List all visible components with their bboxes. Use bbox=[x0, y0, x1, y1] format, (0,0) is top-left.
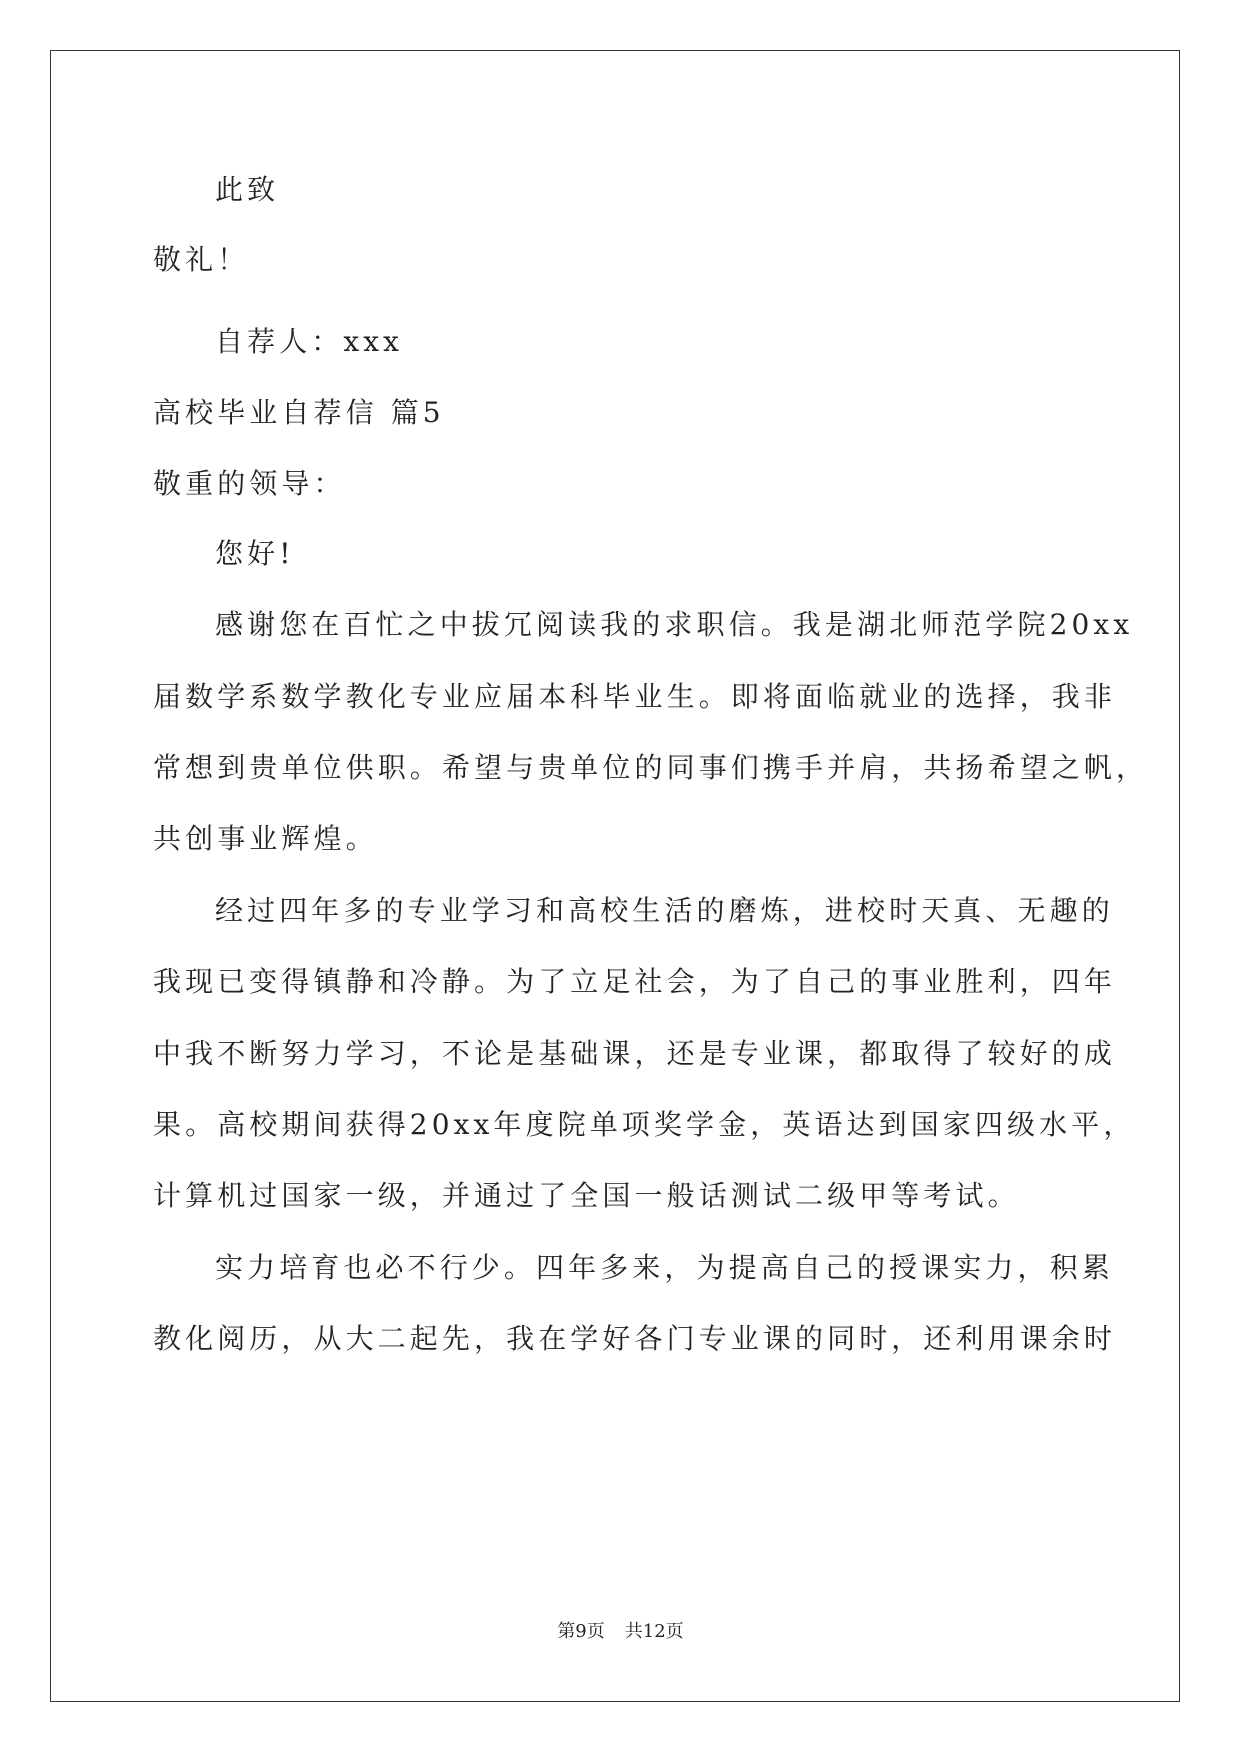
paragraph-2-line-2: 我现已变得镇静和冷静。为了立足社会，为了自己的事业胜利，四年 bbox=[153, 965, 1117, 998]
paragraph-1-line-3: 常想到贵单位供职。希望与贵单位的同事们携手并肩，共扬希望之帆， bbox=[153, 751, 1149, 784]
page-number-total: 共12页 bbox=[624, 1621, 684, 1642]
paragraph-2-line-3: 中我不断努力学习，不论是基础课，还是专业课，都取得了较好的成 bbox=[153, 1037, 1117, 1070]
salute-line: 敬礼！ bbox=[153, 243, 250, 276]
page-footer bbox=[0, 1620, 1241, 1644]
paragraph-2-line-1: 经过四年多的专业学习和高校生活的磨炼，进校时天真、无趣的 bbox=[215, 894, 1114, 927]
closing-line: 此致 bbox=[215, 173, 280, 206]
page-frame bbox=[50, 50, 1180, 1702]
salutation-line: 敬重的领导： bbox=[153, 467, 346, 500]
paragraph-1-line-4: 共创事业辉煌。 bbox=[153, 822, 378, 855]
paragraph-3-line-2: 教化阅历，从大二起先，我在学好各门专业课的同时，还利用课余时 bbox=[153, 1322, 1117, 1355]
paragraph-3-line-1: 实力培育也必不行少。四年多来，为提高自己的授课实力，积累 bbox=[215, 1251, 1114, 1284]
paragraph-2-line-4: 果。高校期间获得20xx年度院单项奖学金，英语达到国家四级水平， bbox=[153, 1108, 1136, 1141]
paragraph-1-line-2: 届数学系数学教化专业应届本科毕业生。即将面临就业的选择，我非 bbox=[153, 680, 1117, 713]
page-number-current: 第9页 bbox=[557, 1621, 605, 1642]
signature-line: 自荐人：xxx bbox=[215, 325, 404, 358]
greeting-line: 您好! bbox=[215, 537, 295, 570]
paragraph-1-line-1: 感谢您在百忙之中拔冗阅读我的求职信。我是湖北师范学院20xx bbox=[215, 608, 1134, 641]
section-heading: 高校毕业自荐信 篇5 bbox=[153, 396, 445, 429]
paragraph-2-line-5: 计算机过国家一级，并通过了全国一般话测试二级甲等考试。 bbox=[153, 1179, 1020, 1212]
